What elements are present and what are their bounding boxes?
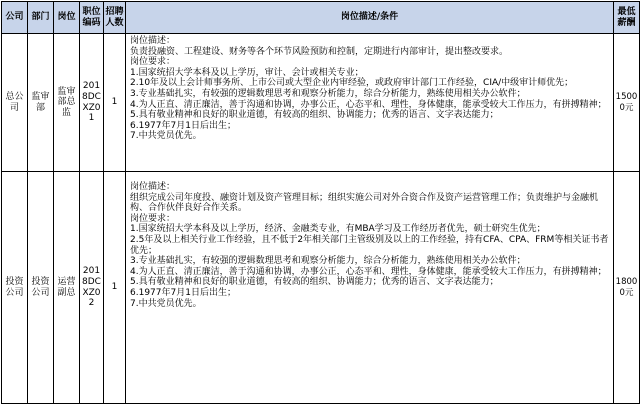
table-row [2,34,640,172]
cell-position: 监审部总监 [54,34,80,172]
cell-department: 监审部 [28,34,54,172]
desc-line: 1.国家统招大学本科及以上学历，审计、会计或相关专业； [130,67,364,78]
header-company: 公司 [2,2,28,34]
desc-line: 6.1977年7月1日后出生； [130,120,236,131]
cell-salary: 15000元 [614,34,640,172]
cell-company: 投资公司 [2,172,28,404]
desc-line: 6.1977年7月1日后出生； [130,287,236,298]
desc-line: 2.10年及以上会计师事务所、上市公司或大型企业内审经验，或政府审计部门工作经验，CIA/中级审计师优先； [130,78,574,89]
header-position: 岗位 [54,2,80,34]
table-row [2,172,640,404]
desc-line: 组织完成公司年度投、融资计划及资产管理目标；组织实施公司对外合资合作及资产运营管理工作；负责维护与金融机构、合作伙伴良好合作关系。 [130,192,599,214]
cell-salary: 18000元 [614,172,640,404]
desc-line: 岗位描述： [130,36,176,46]
desc-line: 岗位要求： [130,213,176,224]
desc-line: 3.专业基础扎实，有较强的逻辑数理思考和观察分析能力，综合分析能力，熟练使用相关办公软件； [130,88,526,99]
cell-code: 2018DCXZ01 [80,34,104,172]
desc-line: 4.为人正直、清正廉洁，善于沟通和协调，办事公正，心态平和、理性，身体健康，能承受较大工作压力，有拼搏精神； [130,266,607,277]
cell-company: 总公司 [2,34,28,172]
cell-description [126,34,614,172]
cell-position: 运营副总 [54,172,80,404]
desc-line: 1.国家统招大学本科及以上学历，经济、金融类专业，有MBA学习及工作经历者优先，硕士研究生优先； [130,224,546,235]
desc-line: 岗位描述： [130,182,176,192]
desc-line: 7.中共党员优先。 [130,131,202,142]
desc-line: 5.具有敬业精神和良好的职业道德，有较高的组织、协调能力；优秀的语言、文字表达能力； [130,110,499,121]
header-headcount: 招聘人数 [104,2,126,34]
desc-line: 3.专业基础扎实，有较强的逻辑数理思考和观察分析能力，综合分析能力，熟练使用相关办公软件； [130,256,526,267]
cell-headcount: 1 [104,34,126,172]
desc-line: 5.具有敬业精神和良好的职业道德，有较高的组织、协调能力；优秀的语言、文字表达能力； [130,277,499,288]
cell-department: 投资公司 [28,172,54,404]
header-salary: 最低薪酬 [614,2,640,34]
desc-line: 岗位要求： [130,57,176,68]
desc-line: 2.5年及以上相关行业工作经验，且不低于2年相关部门主管级别及以上的工作经验，持有CFA、CPA、FRM等相关证书者优先； [130,234,609,256]
desc-line: 负责投融资、工程建设、财务等各个环节风险预防和控制，定期进行内部审计，提出整改要求。 [130,46,509,57]
cell-description [126,172,614,404]
header-department: 部门 [28,2,54,34]
desc-line: 7.中共党员优先。 [130,298,202,309]
header-description: 岗位描述/条件 [126,2,614,34]
header-code: 职位编码 [80,2,104,34]
job-table [1,1,640,404]
cell-headcount: 1 [104,172,126,404]
cell-code: 2018DCXZ02 [80,172,104,404]
desc-line: 4.为人正直、清正廉洁，善于沟通和协调，办事公正，心态平和、理性，身体健康，能承受较大工作压力，有拼搏精神； [130,99,607,110]
header-row [2,2,640,34]
